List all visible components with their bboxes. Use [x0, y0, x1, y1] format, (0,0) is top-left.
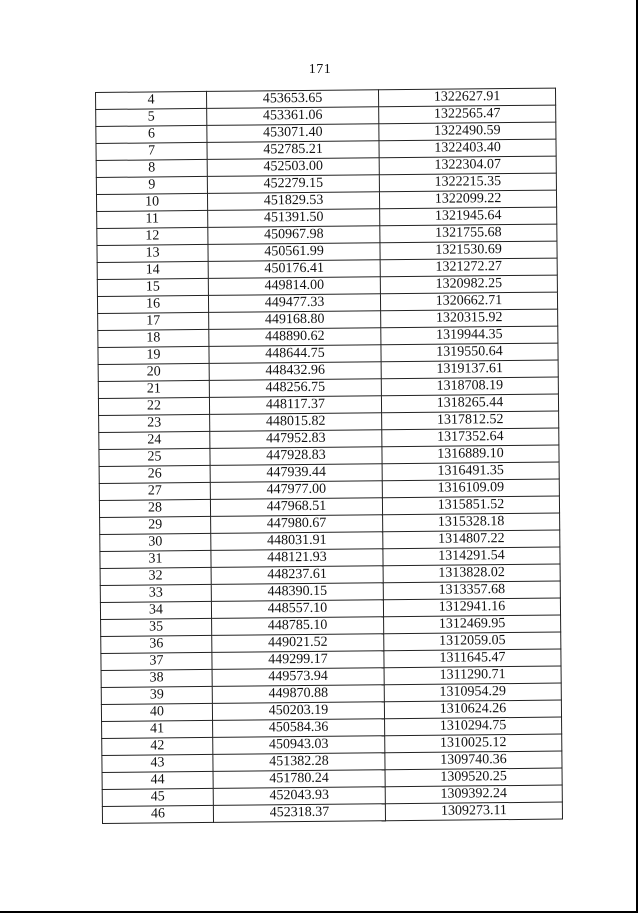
x-coordinate-cell: 453653.65 [206, 90, 378, 109]
point-number-cell: 31 [100, 550, 211, 568]
x-coordinate-cell: 449870.88 [212, 685, 384, 704]
point-number-cell: 9 [96, 176, 207, 194]
y-coordinate-cell: 1321755.68 [380, 224, 557, 243]
y-coordinate-cell: 1316109.09 [382, 479, 559, 498]
point-number-cell: 21 [98, 380, 209, 398]
x-coordinate-cell: 448031.91 [211, 532, 383, 551]
y-coordinate-cell: 1316491.35 [382, 462, 559, 481]
x-coordinate-cell: 451391.50 [208, 209, 380, 228]
coordinates-table [95, 88, 563, 824]
point-number-cell: 4 [96, 91, 207, 109]
x-coordinate-cell: 451780.24 [213, 770, 385, 789]
x-coordinate-cell: 448121.93 [211, 549, 383, 568]
point-number-cell: 34 [100, 601, 211, 619]
x-coordinate-cell: 452279.15 [207, 175, 379, 194]
x-coordinate-cell: 448432.96 [209, 362, 381, 381]
x-coordinate-cell: 449477.33 [208, 294, 380, 313]
point-number-cell: 41 [102, 720, 213, 738]
y-coordinate-cell: 1311290.71 [384, 666, 561, 685]
point-number-cell: 27 [99, 482, 210, 500]
y-coordinate-cell: 1310025.12 [385, 734, 562, 753]
point-number-cell: 33 [100, 584, 211, 602]
y-coordinate-cell: 1310624.26 [384, 700, 561, 719]
point-number-cell: 8 [96, 159, 207, 177]
y-coordinate-cell: 1309273.11 [385, 802, 562, 821]
point-number-cell: 28 [99, 499, 210, 517]
point-number-cell: 25 [99, 448, 210, 466]
y-coordinate-cell: 1319137.61 [381, 360, 558, 379]
x-coordinate-cell: 450203.19 [212, 702, 384, 721]
x-coordinate-cell: 448644.75 [209, 345, 381, 364]
y-coordinate-cell: 1310954.29 [384, 683, 561, 702]
point-number-cell: 30 [100, 533, 211, 551]
point-number-cell: 44 [102, 771, 213, 789]
y-coordinate-cell: 1322565.47 [379, 105, 556, 124]
x-coordinate-cell: 448256.75 [209, 379, 381, 398]
point-number-cell: 16 [97, 295, 208, 313]
x-coordinate-cell: 449814.00 [208, 277, 380, 296]
point-number-cell: 36 [101, 635, 212, 653]
x-coordinate-cell: 449168.80 [209, 311, 381, 330]
x-coordinate-cell: 452503.00 [207, 158, 379, 177]
point-number-cell: 43 [102, 754, 213, 772]
coordinates-table-body [96, 88, 563, 823]
y-coordinate-cell: 1316889.10 [382, 445, 559, 464]
y-coordinate-cell: 1322403.40 [379, 139, 556, 158]
y-coordinate-cell: 1312469.95 [384, 615, 561, 634]
y-coordinate-cell: 1317812.52 [382, 411, 559, 430]
point-number-cell: 19 [98, 346, 209, 364]
point-number-cell: 17 [98, 312, 209, 330]
y-coordinate-cell: 1321272.27 [380, 258, 557, 277]
y-coordinate-cell: 1315328.18 [383, 513, 560, 532]
y-coordinate-cell: 1311645.47 [384, 649, 561, 668]
point-number-cell: 38 [101, 669, 212, 687]
y-coordinate-cell: 1320982.25 [380, 275, 557, 294]
point-number-cell: 32 [100, 567, 211, 585]
x-coordinate-cell: 448117.37 [209, 396, 381, 415]
y-coordinate-cell: 1319550.64 [381, 343, 558, 362]
coordinates-table-wrapper [95, 88, 562, 824]
point-number-cell: 20 [98, 363, 209, 381]
page-number: 171 [308, 62, 332, 77]
y-coordinate-cell: 1321945.64 [380, 207, 557, 226]
point-number-cell: 11 [97, 210, 208, 228]
y-coordinate-cell: 1322215.35 [379, 173, 556, 192]
y-coordinate-cell: 1314291.54 [383, 547, 560, 566]
x-coordinate-cell: 447928.83 [210, 447, 382, 466]
x-coordinate-cell: 447939.44 [210, 464, 382, 483]
y-coordinate-cell: 1310294.75 [385, 717, 562, 736]
point-number-cell: 29 [100, 516, 211, 534]
x-coordinate-cell: 451829.53 [207, 192, 379, 211]
y-coordinate-cell: 1318708.19 [381, 377, 558, 396]
y-coordinate-cell: 1314807.22 [383, 530, 560, 549]
x-coordinate-cell: 447980.67 [211, 515, 383, 534]
point-number-cell: 5 [96, 108, 207, 126]
x-coordinate-cell: 453071.40 [207, 124, 379, 143]
x-coordinate-cell: 450943.03 [213, 736, 385, 755]
x-coordinate-cell: 450176.41 [208, 260, 380, 279]
point-number-cell: 26 [99, 465, 210, 483]
point-number-cell: 40 [101, 703, 212, 721]
y-coordinate-cell: 1309520.25 [385, 768, 562, 787]
x-coordinate-cell: 447968.51 [210, 498, 382, 517]
x-coordinate-cell: 451382.28 [213, 753, 385, 772]
point-number-cell: 18 [98, 329, 209, 347]
x-coordinate-cell: 453361.06 [207, 107, 379, 126]
y-coordinate-cell: 1309392.24 [385, 785, 562, 804]
y-coordinate-cell: 1317352.64 [382, 428, 559, 447]
y-coordinate-cell: 1321530.69 [380, 241, 557, 260]
y-coordinate-cell: 1320662.71 [380, 292, 557, 311]
x-coordinate-cell: 452785.21 [207, 141, 379, 160]
x-coordinate-cell: 447977.00 [210, 481, 382, 500]
point-number-cell: 22 [98, 397, 209, 415]
y-coordinate-cell: 1313357.68 [383, 581, 560, 600]
y-coordinate-cell: 1322304.07 [379, 156, 556, 175]
point-number-cell: 24 [99, 431, 210, 449]
point-number-cell: 39 [101, 686, 212, 704]
x-coordinate-cell: 452043.93 [213, 787, 385, 806]
x-coordinate-cell: 450561.99 [208, 243, 380, 262]
point-number-cell: 42 [102, 737, 213, 755]
y-coordinate-cell: 1322099.22 [379, 190, 556, 209]
x-coordinate-cell: 448390.15 [211, 583, 383, 602]
point-number-cell: 10 [96, 193, 207, 211]
y-coordinate-cell: 1315851.52 [382, 496, 559, 515]
x-coordinate-cell: 449573.94 [212, 668, 384, 687]
point-number-cell: 7 [96, 142, 207, 160]
x-coordinate-cell: 448557.10 [211, 600, 383, 619]
point-number-cell: 14 [97, 261, 208, 279]
point-number-cell: 37 [101, 652, 212, 670]
x-coordinate-cell: 447952.83 [210, 430, 382, 449]
y-coordinate-cell: 1322490.59 [379, 122, 556, 141]
point-number-cell: 35 [101, 618, 212, 636]
point-number-cell: 12 [97, 227, 208, 245]
point-number-cell: 45 [102, 788, 213, 806]
point-number-cell: 13 [97, 244, 208, 262]
point-number-cell: 23 [99, 414, 210, 432]
x-coordinate-cell: 448015.82 [210, 413, 382, 432]
point-number-cell: 6 [96, 125, 207, 143]
x-coordinate-cell: 450967.98 [208, 226, 380, 245]
x-coordinate-cell: 452318.37 [213, 804, 385, 823]
y-coordinate-cell: 1320315.92 [381, 309, 558, 328]
x-coordinate-cell: 449021.52 [212, 634, 384, 653]
y-coordinate-cell: 1312941.16 [383, 598, 560, 617]
x-coordinate-cell: 448237.61 [211, 566, 383, 585]
x-coordinate-cell: 448890.62 [209, 328, 381, 347]
x-coordinate-cell: 450584.36 [213, 719, 385, 738]
y-coordinate-cell: 1313828.02 [383, 564, 560, 583]
y-coordinate-cell: 1319944.35 [381, 326, 558, 345]
point-number-cell: 15 [97, 278, 208, 296]
y-coordinate-cell: 1309740.36 [385, 751, 562, 770]
x-coordinate-cell: 448785.10 [212, 617, 384, 636]
y-coordinate-cell: 1312059.05 [384, 632, 561, 651]
point-number-cell: 46 [102, 805, 213, 823]
y-coordinate-cell: 1318265.44 [381, 394, 558, 413]
y-coordinate-cell: 1322627.91 [378, 88, 555, 107]
x-coordinate-cell: 449299.17 [212, 651, 384, 670]
